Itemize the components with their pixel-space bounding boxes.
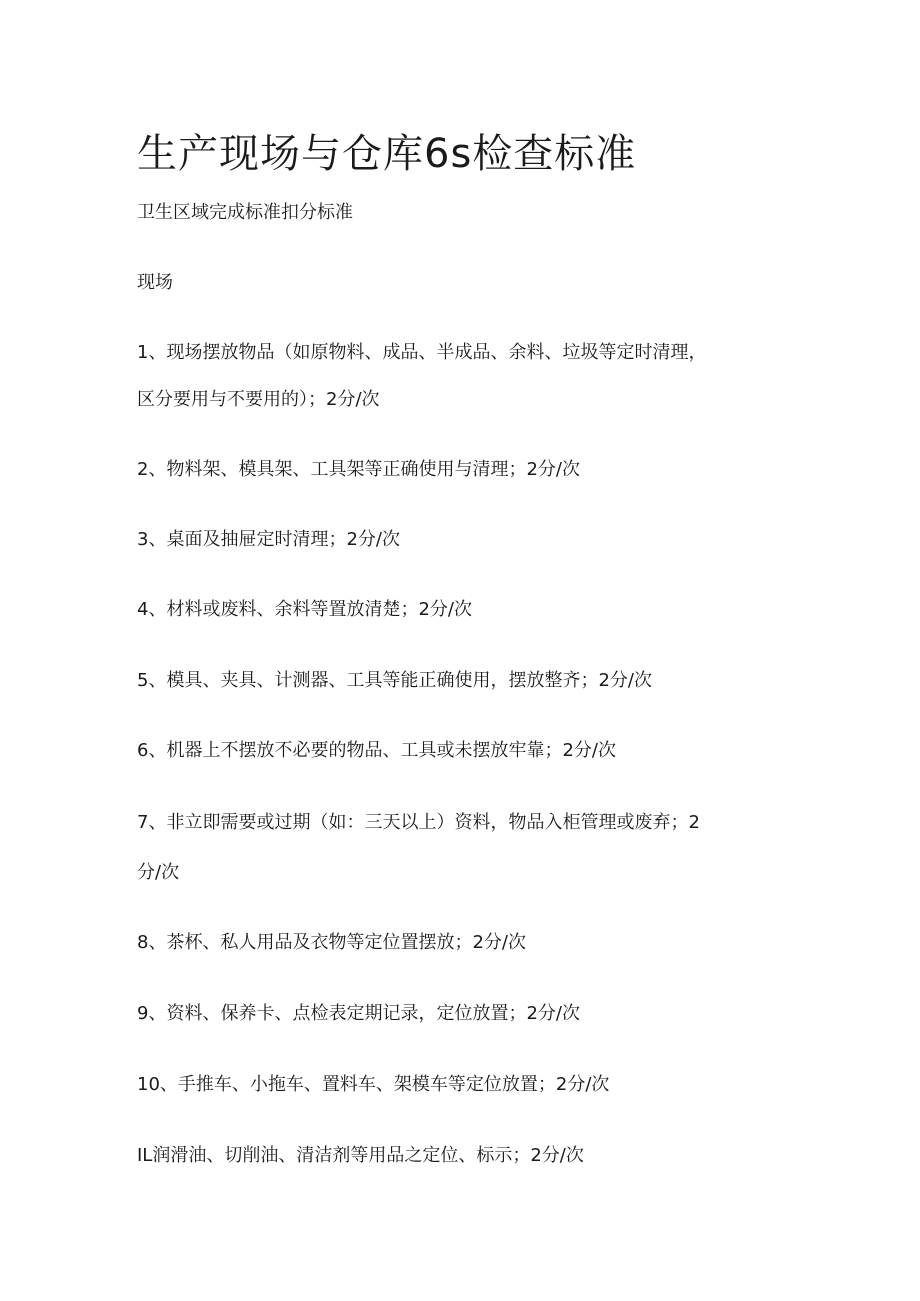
list-item-6: 6、机器上不摆放不必要的物品、工具或未摆放牢靠；2分/次: [137, 740, 616, 761]
list-item-7: 7、非立即需要或过期（如：三天以上）资料，物品入柜管理或废弃；2: [137, 812, 700, 833]
list-item-1-continued: 区分要用与不要用的）；2分/次: [137, 389, 380, 410]
page-title: 生产现场与仓库6s检查标准: [137, 131, 637, 177]
list-item-3: 3、桌面及抽屉定时清理；2分/次: [137, 529, 400, 550]
list-item-7-continued: 分/次: [137, 862, 180, 883]
list-item-10: 10、手推车、小拖车、置料车、架模车等定位放置；2分/次: [137, 1074, 610, 1095]
section-heading: 现场: [137, 272, 173, 293]
list-item-9: 9、资料、保养卡、点检表定期记录，定位放置；2分/次: [137, 1003, 580, 1024]
subtitle: 卫生区域完成标准扣分标准: [137, 202, 353, 223]
list-item-4: 4、材料或废料、余料等置放清楚；2分/次: [137, 599, 472, 620]
list-item-8: 8、茶杯、私人用品及衣物等定位置摆放；2分/次: [137, 932, 526, 953]
list-item-5: 5、模具、夹具、计测器、工具等能正确使用，摆放整齐；2分/次: [137, 670, 652, 691]
list-item-2: 2、物料架、模具架、工具架等正确使用与清理；2分/次: [137, 459, 580, 480]
list-item-11: IL润滑油、切削油、清洁剂等用品之定位、标示；2分/次: [137, 1145, 584, 1166]
list-item-1: 1、现场摆放物品（如原物料、成品、半成品、余料、垃圾等定时清理，: [137, 342, 707, 363]
